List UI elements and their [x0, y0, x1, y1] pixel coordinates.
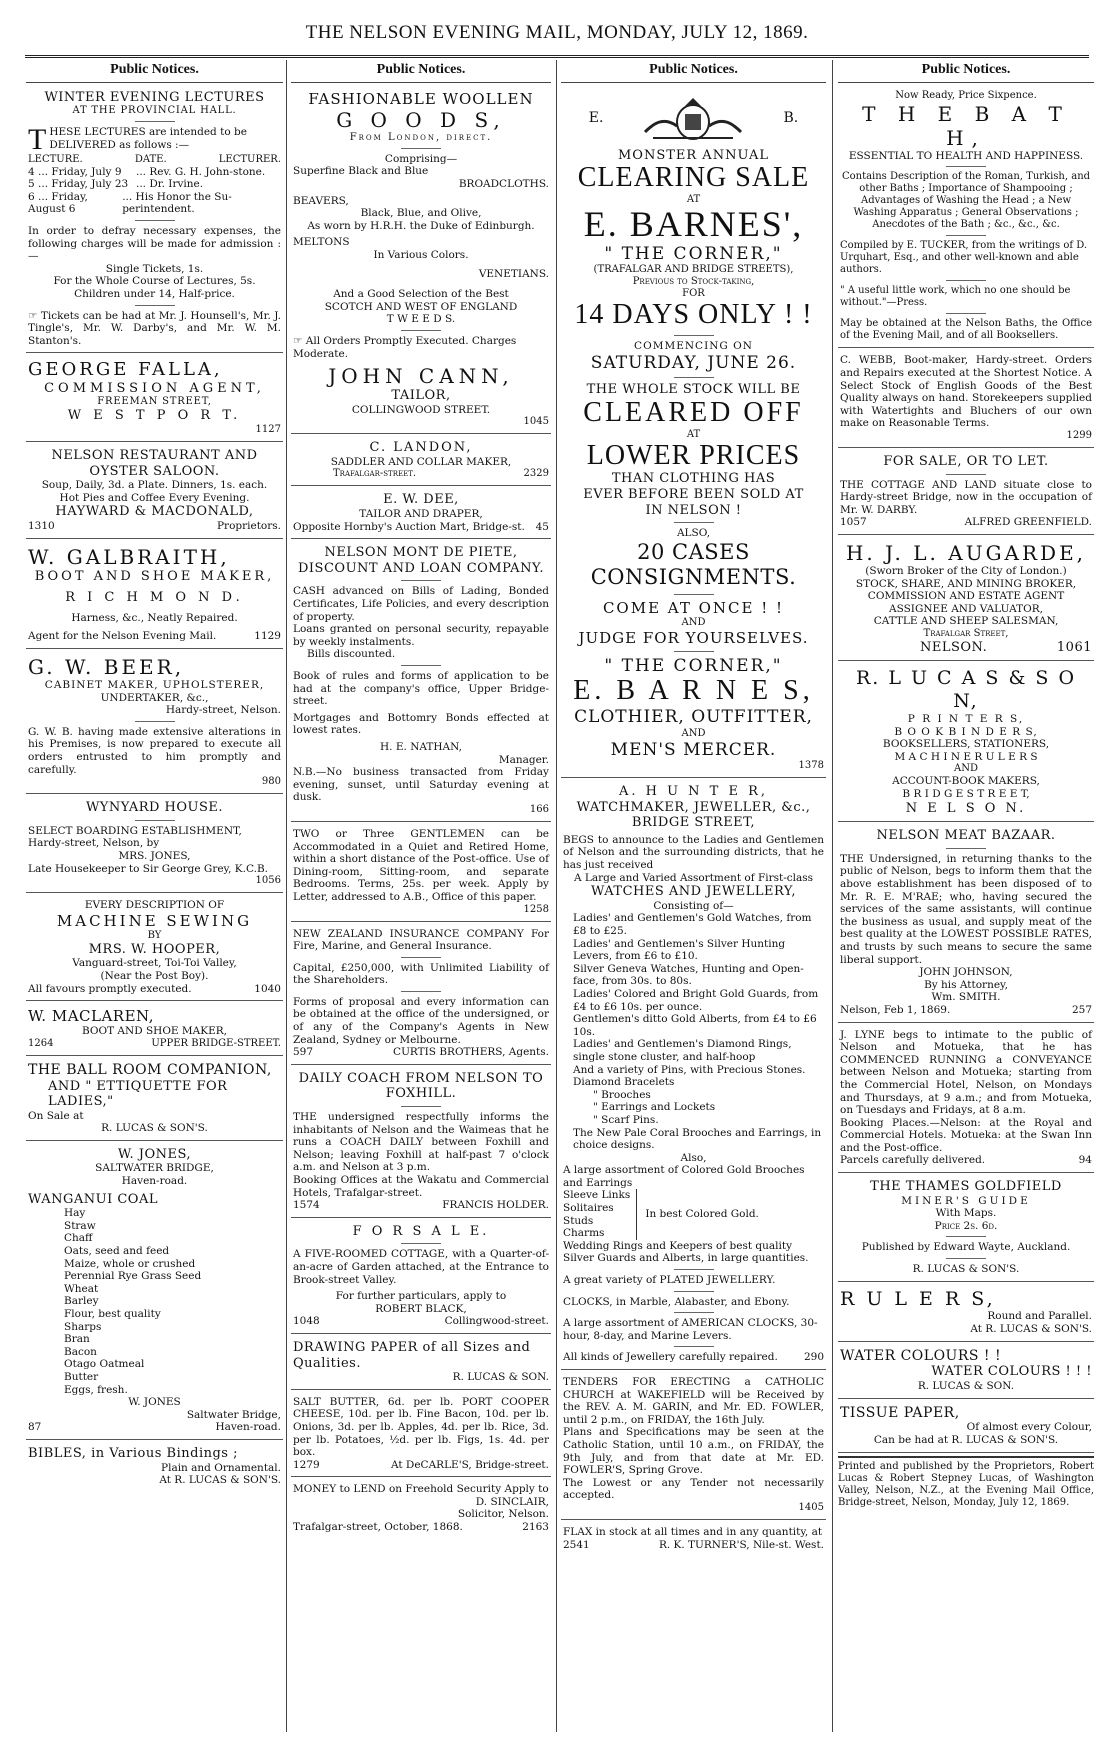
list-item: Perennial Rye Grass Seed: [64, 1270, 202, 1283]
ad-title: GEORGE FALLA,: [28, 359, 223, 381]
list-item: " Earrings and Lockets: [593, 1101, 716, 1114]
ad-title: WYNYARD HOUSE.: [85, 800, 224, 816]
ad-title: NELSON MEAT BAZAAR.: [876, 828, 1056, 844]
ad-coach: DAILY COACH FROM NELSON TO FOXHILL. THE undersigned respectfully informs the inhabitants of Nelson and the Waimeas that he runs a COACH DAILY between Foxhill and Nelson; leaving Foxhill at half-past 7 o'clock a.m. and Nelson at 3 p.m. Booking Offices at the Wakatu and Commercial Hotels, Trafalgar-street. 1574 FRANCIS HOLDER.: [291, 1068, 551, 1218]
ad-title: W. MACLAREN,: [28, 1007, 154, 1026]
ad-title: THE THAMES GOLDFIELD: [870, 1179, 1062, 1195]
column-rule: [286, 60, 287, 1732]
ad-title: E. W. DEE,: [383, 492, 459, 508]
ad-forsale: F O R S A L E. A FIVE-ROOMED COTTAGE, with a Quarter-of-an-acre of Garden attached, at the Entrance to Brook-street Valley. For further particulars, apply to ROBERT BLACK, 1048 Collingwood-street.: [291, 1221, 551, 1334]
ad-ballroom: THE BALL ROOM COMPANION, AND " ETTIQUETTE FOR LADIES," On Sale at R. LUCAS & SON'S.: [26, 1059, 283, 1141]
divider: [135, 121, 175, 122]
list-item: Diamond Bracelets: [573, 1076, 675, 1089]
list-item: Ladies' and Gentlemen's Diamond Rings, single stone cluster, and half-hoop: [573, 1038, 792, 1063]
ad-title: A. H U N T E R,: [618, 784, 769, 800]
ad-title: MACHINE SEWING: [56, 911, 253, 930]
masthead: THE NELSON EVENING MAIL, MONDAY, JULY 12, 1869.: [305, 22, 809, 43]
ad-title: BIBLES, in Various Bindings ;: [28, 1445, 238, 1461]
ad-title: W. GALBRAITH,: [28, 544, 230, 569]
crest: E. B.: [563, 96, 824, 142]
imprint: Printed and published by the Proprietors, Robert Lucas & Robert Stepney Lucas, of Washington Valley, Nelson, N.Z., at the Evening Mail Office, Bridge-street, Nelson, Monday, July 12, 1869.: [838, 1456, 1094, 1509]
ad-title: DAILY COACH FROM NELSON TO FOXHILL.: [298, 1070, 544, 1102]
ad-title: FASHIONABLE WOOLLEN: [308, 89, 534, 108]
ad-title: WINTER EVENING LECTURES: [44, 89, 265, 105]
ad-title: FOR SALE, OR TO LET.: [883, 453, 1049, 469]
ad-water: WATER COLOURS ! ! WATER COLOURS ! ! ! R. LUCAS & SON.: [838, 1345, 1094, 1399]
column-1: [26, 62, 283, 1734]
ad-gentlemen: TWO or Three GENTLEMEN can be Accommodated in a Quiet and Retired Home, within a short distance of the Post-office. Use of Dining-room, Sitting-room, and separate Bedrooms. Terms, 25s. per week. Apply by Letter, addressed to A.B., Office of this paper. 1258: [291, 825, 551, 922]
ad-body: ☞ Tickets can be had at Mr. J. Hounsell's, Mr. J. Tingle's, Mr. W. Darby's, and Mr. W. M. Stanton's.: [28, 309, 281, 347]
list-item: Bran: [64, 1333, 90, 1346]
masthead-rule: [25, 55, 1089, 58]
list-item: The New Pale Coral Brooches and Earrings, in choice designs.: [573, 1126, 822, 1152]
royal-arms-icon: [633, 96, 753, 142]
column-header: Public Notices.: [561, 62, 826, 83]
column-rule: [556, 60, 557, 1732]
ad-restaurant: NELSON RESTAURANT AND OYSTER SALOON. Soup, Daily, 3d. a Plate. Dinners, 1s. each. Hot Pies and Coffee Every Evening. HAYWARD & MACDONALD, 1310 Proprietors.: [26, 445, 283, 539]
list-item: Flour, best quality: [64, 1308, 161, 1320]
ad-body: THESE LECTURES are intended to be DELIVERED as follows :—: [28, 123, 247, 157]
list-item: Wheat: [64, 1282, 99, 1295]
list-item: Sharps: [64, 1320, 102, 1333]
ad-title: W. JONES,: [117, 1146, 192, 1162]
ad-money: MONEY to LEND on Freehold Security Apply to D. SINCLAIR, Solicitor, Nelson. Trafalgar-street, October, 1868. 2163: [293, 1483, 549, 1534]
ad-title: NELSON MONT DE PIETE, DISCOUNT AND LOAN COMPANY.: [298, 545, 544, 576]
ad-title: R. L U C A S & S O N,: [855, 667, 1077, 713]
ad-maclaren: W. MACLAREN, BOOT AND SHOE MAKER, 1264 UPPER BRIDGE-STREET.: [26, 1004, 283, 1056]
ad-title: C. LANDON,: [369, 440, 473, 456]
ad-body: In order to defray necessary expenses, the following charges will be made for admission :—: [28, 224, 281, 263]
ad-title: NELSON RESTAURANT AND OYSTER SALOON.: [51, 448, 258, 479]
list-item: Otago Oatmeal: [64, 1358, 145, 1371]
ad-title: T H E B A T H,: [862, 101, 1070, 150]
ad-title: H. J. L. AUGARDE,: [845, 540, 1087, 565]
ad-drawing: DRAWING PAPER of all Sizes and Qualities. R. LUCAS & SON.: [291, 1337, 551, 1390]
list-item: Maize, whole or crushed: [64, 1257, 196, 1270]
ad-lyne: J. LYNE begs to intimate to the public of Nelson and Motueka, that he has COMMENCED RUNNING a CONVEYANCE between Nelson and Motueka; starting from the Commercial Hotel, Nelson, on Mondays and Thursdays, at 9 a.m.; and from Motueka, on Tuesdays and Fridays, at 8 a.m. Booking Places.—Nelson: at the Royal and Commercial Hotels. Motueka: at the Swan Inn and the Post-office. Parcels carefully delivered. 94: [838, 1026, 1094, 1174]
list-item: Butter: [64, 1370, 99, 1383]
list-item: Ladies' and Gentlemen's Silver Hunting Levers, from £6 to £10.: [573, 937, 786, 963]
list-item: Silver Geneva Watches, Hunting and Open-face, from 30s. to 80s.: [573, 962, 804, 988]
ad-wynyard: WYNYARD HOUSE. SELECT BOARDING ESTABLISHMENT, Hardy-street, Nelson, by MRS. JONES, Late Housekeeper to Sir George Grey, K.C.B. 1056: [26, 797, 283, 893]
list-item: Gentlemen's ditto Gold Alberts, from £4 to £6 10s.: [573, 1013, 817, 1038]
column-2: [291, 62, 551, 1734]
ad-hooper: EVERY DESCRIPTION OF MACHINE SEWING BY MRS. W. HOOPER, Vanguard-street, Toi-Toi Valley, (Near the Post Boy). All favours promptly executed. 1040: [26, 896, 283, 1001]
list-item: Barley: [64, 1295, 99, 1308]
ad-title: F O R S A L E.: [352, 1223, 490, 1239]
ad-jones: W. JONES, SALTWATER BRIDGE, Haven-road. WANGANUI COAL Hay Straw Chaff Oats, seed and feed Maize, whole or crushed Perennial Rye Grass Seed Wheat Barley Flour, best quality Sharps Bran Bacon Otago Oatmeal Butter Eggs, fresh. W. JONES Saltwater Bridge, 87 Haven-road.: [26, 1144, 283, 1440]
column-header: Public Notices.: [291, 62, 551, 83]
drop-cap: T: [28, 123, 47, 157]
list-item: " Scarf Pins.: [593, 1113, 659, 1126]
ad-tenders: TENDERS FOR ERECTING a CATHOLIC CHURCH at WAKEFIELD will be Received by the REV. A. M. GARIN, and Mr. ED. FOWLER, until 2 p.m., on FRIDAY, the 16th July. Plans and Specifications may be seen at the Catholic Station, until 10 a.m., on FRIDAY, the 9th July, and from that date at Mr. ED. FOWLER'S, Spring Grove. The Lowest or any Tender not necessarily accepted. 1405: [561, 1373, 826, 1520]
ad-bibles: BIBLES, in Various Bindings ; Plain and Ornamental. At R. LUCAS & SON'S.: [28, 1445, 281, 1487]
ad-landon: C. LANDON, SADDLER AND COLLAR MAKER, Trafalgar-street. 2329: [291, 437, 551, 486]
column-header: Public Notices.: [838, 62, 1094, 83]
ad-falla: GEORGE FALLA, COMMISSION AGENT, FREEMAN STREET, W E S T P O R T. 1127: [26, 356, 283, 442]
list-item: Straw: [64, 1219, 96, 1232]
ad-augarde: H. J. L. AUGARDE, (Sworn Broker of the City of London.) STOCK, SHARE, AND MINING BROKER, COMMISSION AND ESTATE AGENT ASSIGNEE AND VALUATOR, CATTLE AND SHEEP SALESMAN, Trafalgar Street, NELSON. 1061: [838, 538, 1094, 662]
lecture-header-row: LECTURE. DATE. LECTURER.: [28, 153, 281, 165]
list-item: Ladies' Colored and Bright Gold Guards, from £4 to £6 10s. per ounce.: [573, 987, 819, 1013]
ad-subtitle: AT THE PROVINCIAL HALL.: [72, 105, 237, 117]
ad-cottage: FOR SALE, OR TO LET. THE COTTAGE AND LAND situate close to Hardy-street Bridge, now in the occupation of Mr. W. DARBY. 1057 ALFRED GREENFIELD.: [838, 451, 1094, 535]
ad-galbraith: W. GALBRAITH, BOOT AND SHOE MAKER, R I C H M O N D. Harness, &c., Neatly Repaired. Agent for the Nelson Evening Mail. 1129: [26, 542, 283, 649]
ad-title: CLEARING SALE: [577, 162, 810, 194]
list-item: " Brooches: [593, 1088, 651, 1101]
lecture-row: 4 ... Friday, July 9 ... Rev. G. H. John-stone.: [28, 165, 266, 178]
ad-barnes-sale: E. B. MONSTER ANNUAL CLEARING SALE AT E. BARNES', " THE CORNER," (TRAFALGAR AND BRIDGE STREETS), Previous to Stock-taking, FOR 14 DAYS ONLY ! ! COMMENCING ON SATURDAY, JUNE 26. THE WHOLE STOCK WILL BE CLEARED OFF AT LOWER PRICES THAN CLOTHING HAS EVER BEFORE BEEN SOLD AT IN NELSON ! ALSO, 20 CASES CONSIGNMENTS. COME AT ONCE ! ! AND JUDGE FOR YOURSELVES. " THE CORNER," E. B A R N E S, CLOTHIER, OUTFITTER, AND MEN'S MERCER. 1378: [561, 87, 826, 778]
list-item: Bacon: [64, 1345, 97, 1358]
column-header: Public Notices.: [26, 62, 283, 83]
list-item: Eggs, fresh.: [64, 1383, 128, 1396]
ad-title: THE BALL ROOM COMPANION,: [28, 1061, 272, 1078]
item-list: [28, 1207, 281, 1396]
column-3: [561, 62, 826, 1734]
list-item: Oats, seed and feed: [64, 1245, 170, 1258]
item-list: [563, 912, 824, 1151]
lecture-row: 5 ... Friday, July 23 ... Dr. Irvine.: [28, 178, 204, 191]
ad-lucas: R. L U C A S & S O N, P R I N T E R S, B O O K B I N D E R S, BOOKSELLERS, STATIONERS, M A C H I N E R U L E R S AND ACCOUNT-BOOK MAKERS, B R I D G E S T R E E T, N E L S O N.: [838, 664, 1094, 822]
column-4: [838, 62, 1094, 1734]
ad-butter: SALT BUTTER, 6d. per lb. PORT COOPER CHEESE, 10d. per lb. Fine Bacon, 10d. per lb. Onions, 3d. per lb. Apples, 4d. per lb. Rice, 3d. per lb. Potatoes, ½d. per lb. Figs, 1s. 4d. per box. 1279 At DeCARLE'S, Bridge-street.: [291, 1393, 551, 1478]
list-item: Ladies' and Gentlemen's Gold Watches, from £8 to £25.: [573, 912, 812, 937]
list-item: And a variety of Pins, with Precious Stones.: [573, 1063, 806, 1076]
brace-group: Sleeve Links Solitaires Studs Charms In best Colored Gold.: [563, 1189, 759, 1240]
ad-woollen: FASHIONABLE WOOLLEN G O O D S, From London, direct. Comprising— Superfine Black and Blue BROADCLOTHS. BEAVERS, Black, Blue, and Olive, As worn by H.R.H. the Duke of Edinburgh. MELTONS In Various Colors. VENETIANS. And a Good Selection of the Best SCOTCH AND WEST OF ENGLAND T W E E D S. ☞ All Orders Promptly Executed. Charges Moderate. JOHN CANN, TAILOR, COLLINGWOOD STREET. 1045: [291, 87, 551, 435]
ad-hunter: A. H U N T E R, WATCHMAKER, JEWELLER, &c., BRIDGE STREET, BEGS to announce to the Ladies and Gentlemen of Nelson and the surrounding districts, that he has just received A Large and Varied Assortment of First-class WATCHES AND JEWELLERY, Consisting of— Ladies' and Gentlemen's Gold Watches, from £8 to £25. Ladies' and Gentlemen's Silver Hunting Levers, from £6 to £10. Silver Geneva Watches, Hunting and Open-face, from 30s. to 80s. Ladies' Colored and Bright Gold Guards, from £4 to £6 10s. per ounce. Gentlemen's ditto Gold Alberts, from £4 to £6 10s. Ladies' and Gentlemen's Diamond Rings, single stone cluster, and half-hoop And a variety of Pins, with Precious Stones. Diamond Bracelets " Brooches " Earrings and Lockets " Scarf Pins. The New Pale Coral Brooches and Earrings, in choice designs. Also, A large assortment of Colored Gold Brooches and Earrings Sleeve Links Solitaires Studs Charms In best Colored Gold. Wedding Rings and Keepers of best quality Silver Guards and Alberts, in large quantities. A great variety of PLATED JEWELLERY. CLOCKS, in Marble, Alabaster, and Ebony. A large assortment of AMERICAN CLOCKS, 30-hour, 8-day, and Marine Levers. All kinds of Jewellery carefully repaired. 290: [561, 781, 826, 1370]
ad-title: TISSUE PAPER,: [840, 1404, 960, 1421]
list-item: Chaff: [64, 1232, 93, 1245]
ad-title: WATER COLOURS ! !: [840, 1347, 1002, 1364]
ad-title: R U L E R S,: [840, 1287, 996, 1310]
ad-lectures: WINTER EVENING LECTURES AT THE PROVINCIAL HALL. THESE LECTURES are intended to be DELIVERED as follows :— LECTURE. DATE. LECTURER. 4 ... Friday, July 9 ... Rev. G. H. John-stone. 5 ... Friday, July 23 ... Dr. Irvine. 6 ... Friday, August 6 ... His Honor the Su-perintendent. In order to defray necessary expenses, the following charges will be made for admission :— Single Tickets, 1s. For the Whole Course of Lectures, 5s. Children under 14, Half-price. ☞ Tickets can be had at Mr. J. Hounsell's, Mr. J. Tingle's, Mr. W. Darby's, and Mr. W. M. Stanton's.: [26, 87, 283, 354]
lecture-row: 6 ... Friday, August 6 ... His Honor the Su-perintendent.: [28, 190, 232, 216]
ad-bath: Now Ready, Price Sixpence. T H E B A T H, ESSENTIAL TO HEALTH AND HAPPINESS. Contains Description of the Roman, Turkish, and other Baths ; Importance of Shampooing ; Advantages of Washing the Head ; a New Washing Apparatus ; General Observations ; Anecdotes of the Bath ; &c., &c., &c. Compiled by E. TUCKER, from the writings of D. Urquhart, Esq., and other well-known and able authors. " A useful little work, which no one should be without."—Press. May be obtained at the Nelson Baths, the Office of the Evening Mail, and of all Booksellers.: [838, 87, 1094, 349]
ad-beer: G. W. BEER, CABINET MAKER, UPHOLSTERER, UNDERTAKER, &c., Hardy-street, Nelson. G. W. B. having made extensive alterations in his Premises, is now prepared to execute all orders entrusted to him promptly and carefully. 980: [26, 652, 283, 794]
ad-thames: THE THAMES GOLDFIELD MINER'S GUIDE With Maps. Price 2s. 6d. Published by Edward Wayte, Auckland. R. LUCAS & SON'S.: [838, 1176, 1094, 1282]
ad-montdepiete: NELSON MONT DE PIETE, DISCOUNT AND LOAN COMPANY. CASH advanced on Bills of Lading, Bonded Certificates, Life Policies, and every description of property. Loans granted on personal security, repayable by weekly instalments. Bills discounted. Book of rules and forms of application to be had at the company's office, Upper Bridge-street. Mortgages and Bottomry Bonds effected at lowest rates. H. E. NATHAN, Manager. N.B.—No business transacted from Friday evening, sunset, until Saturday evening at dusk. 166: [291, 542, 551, 822]
ad-title: NEW ZEALAND INSURANCE COMPANY For Fire, Marine, and General Insurance.: [293, 927, 549, 953]
ad-dee: E. W. DEE, TAILOR AND DRAPER, Opposite Hornby's Auction Mart, Bridge-st. 45: [291, 489, 551, 539]
ad-title: G. W. BEER,: [28, 655, 185, 680]
ad-flax: FLAX in stock at all times and in any quantity, at 2541 R. K. TURNER'S, Nile-st. West.: [563, 1525, 824, 1551]
ad-rulers: R U L E R S, Round and Parallel. At R. LUCAS & SON'S.: [838, 1285, 1094, 1342]
list-item: Hay: [64, 1207, 86, 1220]
ad-insurance: NEW ZEALAND INSURANCE COMPANY For Fire, Marine, and General Insurance. Capital, £250,000, with Unlimited Liability of the Shareholders. Forms of proposal and every information can be obtained at the office of the undersigned, or of any of the Company's Agents in New Zealand, Sydney or Melbourne. 597 CURTIS BROTHERS, Agents.: [291, 925, 551, 1065]
ad-webb: C. WEBB, Boot-maker, Hardy-street. Orders and Repairs executed at the Shortest Notice. A Select Stock of English Goods of the Best Quality always on hand. Storekeepers supplied with Watertights and Bluchers of our own make on Reasonable Terms. 1299: [838, 351, 1094, 448]
ad-title: DRAWING PAPER of all Sizes and Qualities.: [293, 1339, 531, 1371]
column-rule: [832, 60, 833, 1732]
ad-meat: NELSON MEAT BAZAAR. THE Undersigned, in returning thanks to the public of Nelson, begs to inform them that the above establishment has been disposed of to Mr. R. E. M'RAE; who, having secured the services of the same assistants, will continue the business as usual, and supply meat of the best quality at the LOWEST POSSIBLE RATES, and trusts by such means to secure the same liberal support. JOHN JOHNSON, By his Attorney, Wm. SMITH. Nelson, Feb 1, 1869. 257: [838, 825, 1094, 1022]
ad-tissue: TISSUE PAPER, Of almost every Colour, Can be had at R. LUCAS & SON'S.: [838, 1402, 1094, 1453]
